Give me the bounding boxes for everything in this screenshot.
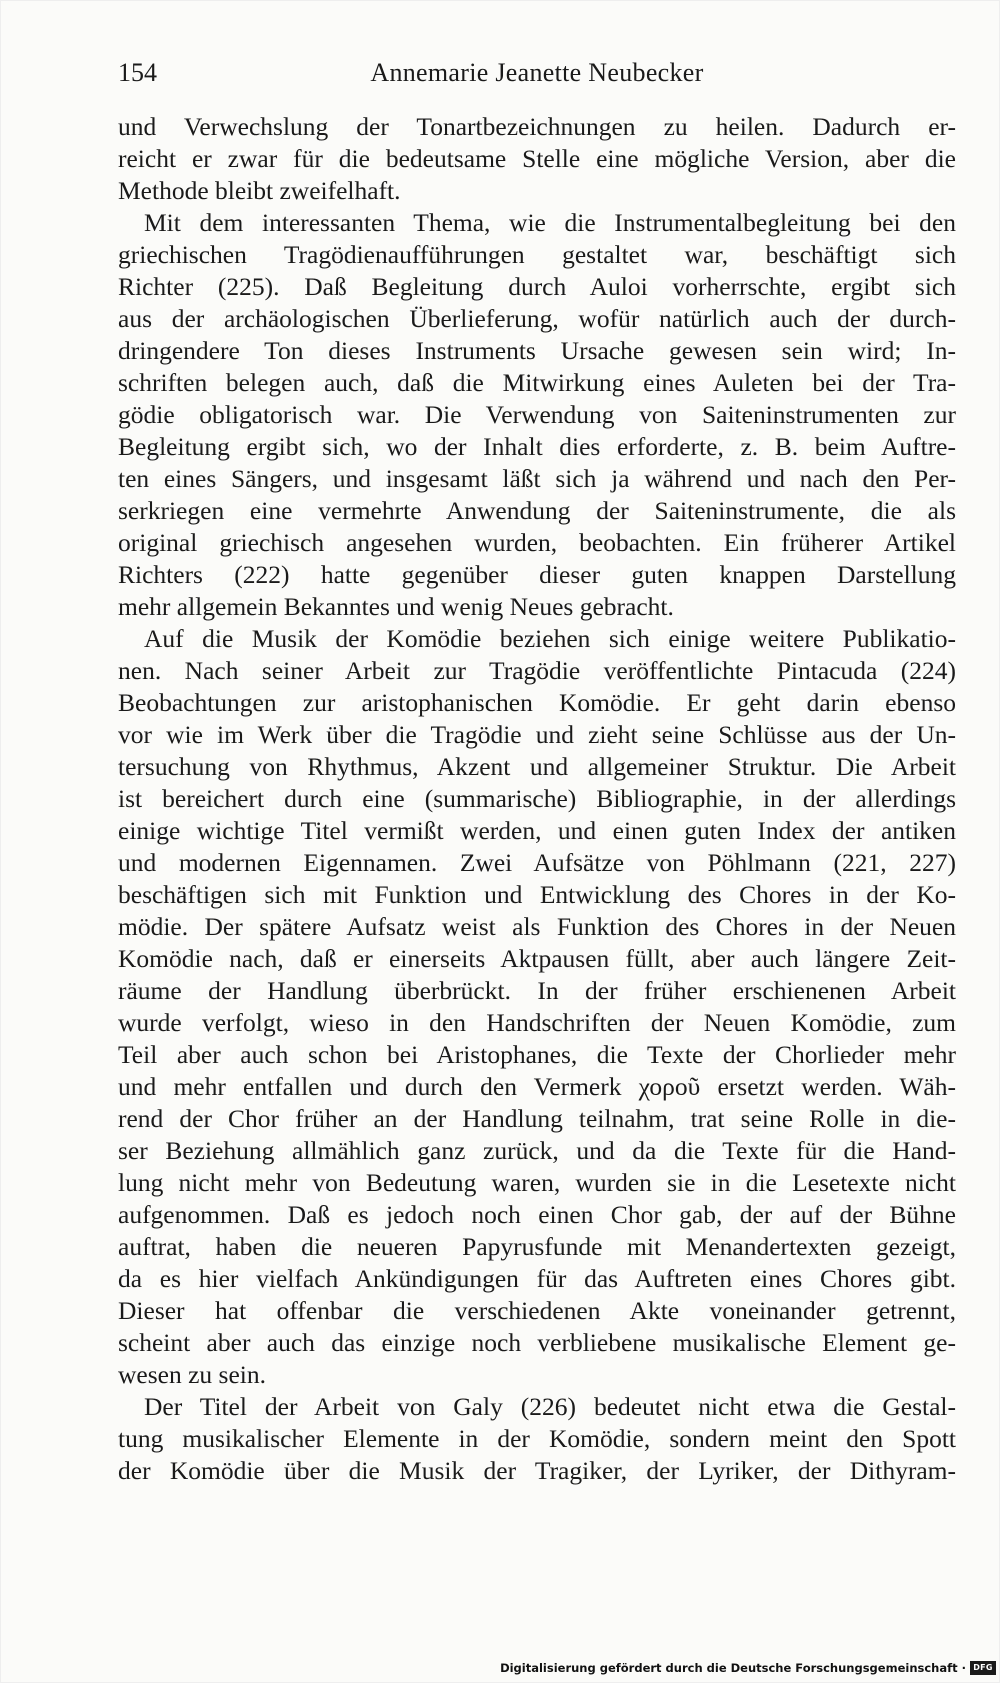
text-line: mehr allgemein Bekanntes und wenig Neues gebracht. <box>118 592 674 621</box>
text-line: rend der Chor früher an der Handlung teilnahm, trat seine Rolle in die- <box>118 1104 956 1133</box>
paragraph <box>118 207 956 623</box>
text-line: auftrat, haben die neueren Papyrusfunde mit Menandertexten gezeigt, <box>118 1232 956 1261</box>
text-line: Methode bleibt zweifelhaft. <box>118 176 401 205</box>
text-line: und mehr entfallen und durch den Vermerk χοροῦ ersetzt werden. Wäh- <box>118 1072 956 1101</box>
text-line: nen. Nach seiner Arbeit zur Tragödie veröffentlichte Pintacuda (224) <box>118 656 956 685</box>
body-text <box>118 111 956 1487</box>
text-line: ser Beziehung allmählich ganz zurück, und da die Texte für die Hand- <box>118 1136 956 1165</box>
text-line: da es hier vielfach Ankündigungen für das Auftreten eines Chores gibt. <box>118 1264 956 1293</box>
digitization-credit <box>500 1659 996 1677</box>
text-line: wesen zu sein. <box>118 1360 266 1389</box>
text-line: Teil aber auch schon bei Aristophanes, die Texte der Chorlieder mehr <box>118 1040 956 1069</box>
text-line: Richters (222) hatte gegenüber dieser guten knappen Darstellung <box>118 560 956 589</box>
text-line: Mit dem interessanten Thema, wie die Instrumentalbegleitung bei den <box>144 208 956 237</box>
paragraph <box>118 1391 956 1487</box>
paragraph <box>118 623 956 1391</box>
text-line: einige wichtige Titel vermißt werden, und einen guten Index der antiken <box>118 816 956 845</box>
text-line: schriften belegen auch, daß die Mitwirkung eines Auleten bei der Tra- <box>118 368 956 397</box>
text-line: und modernen Eigennamen. Zwei Aufsätze von Pöhlmann (221, 227) <box>118 848 956 877</box>
text-line: tersuchung von Rhythmus, Akzent und allgemeiner Struktur. Die Arbeit <box>118 752 956 781</box>
text-line: serkriegen eine vermehrte Anwendung der Saiteninstrumente, die als <box>118 496 956 525</box>
text-line: griechischen Tragödienaufführungen gestaltet war, beschäftigt sich <box>118 240 956 269</box>
running-title: Annemarie Jeanette Neubecker <box>370 58 704 87</box>
paragraph <box>118 111 956 207</box>
text-line: original griechisch angesehen wurden, beobachten. Ein früherer Artikel <box>118 528 956 557</box>
text-line: mödie. Der spätere Aufsatz weist als Funktion des Chores in der Neuen <box>118 912 956 941</box>
text-line: Der Titel der Arbeit von Galy (226) bedeutet nicht etwa die Gestal- <box>144 1392 956 1421</box>
text-line: scheint aber auch das einzige noch verbliebene musikalische Element ge- <box>118 1328 956 1357</box>
text-line: lung nicht mehr von Bedeutung waren, wurden sie in die Lesetexte nicht <box>118 1168 956 1197</box>
running-head <box>118 56 956 90</box>
text-line: aus der archäologischen Überlieferung, wofür natürlich auch der durch- <box>118 304 956 333</box>
text-line: gödie obligatorisch war. Die Verwendung von Saiteninstrumenten zur <box>118 400 956 429</box>
text-line: wurde verfolgt, wieso in den Handschriften der Neuen Komödie, zum <box>118 1008 956 1037</box>
text-line: Auf die Musik der Komödie beziehen sich einige weitere Publikatio- <box>144 624 956 653</box>
text-line: Richter (225). Daß Begleitung durch Auloi vorherrschte, ergibt sich <box>118 272 956 301</box>
text-line: ist bereichert durch eine (summarische) Bibliographie, in der allerdings <box>118 784 956 813</box>
text-line: aufgenommen. Daß es jedoch noch einen Chor gab, der auf der Bühne <box>118 1200 956 1229</box>
text-line: dringendere Ton dieses Instruments Ursache gewesen sein wird; In- <box>118 336 956 365</box>
text-line: der Komödie über die Musik der Tragiker, der Lyriker, der Dithyram- <box>118 1456 956 1485</box>
text-line: beschäftigen sich mit Funktion und Entwicklung des Chores in der Ko- <box>118 880 956 909</box>
text-line: vor wie im Werk über die Tragödie und zieht seine Schlüsse aus der Un- <box>118 720 956 749</box>
text-line: tung musikalischer Elemente in der Komödie, sondern meint den Spott <box>118 1424 956 1453</box>
text-line: ten eines Sängers, und insgesamt läßt sich ja während und nach den Per- <box>118 464 956 493</box>
page-number: 154 <box>118 58 157 87</box>
text-line: reicht er zwar für die bedeutsame Stelle eine mögliche Version, aber die <box>118 144 956 173</box>
credit-text: Digitalisierung gefördert durch die Deutsche Forschungsgemeinschaft · <box>500 1661 966 1675</box>
text-line: Beobachtungen zur aristophanischen Komödie. Er geht darin ebenso <box>118 688 956 717</box>
text-line: Komödie nach, daß er einerseits Aktpausen füllt, aber auch längere Zeit- <box>118 944 956 973</box>
text-line: Dieser hat offenbar die verschiedenen Akte voneinander getrennt, <box>118 1296 956 1325</box>
text-line: Begleitung ergibt sich, wo der Inhalt dies erforderte, z. B. beim Auftre- <box>118 432 956 461</box>
text-line: räume der Handlung überbrückt. In der früher erschienenen Arbeit <box>118 976 956 1005</box>
dfg-logo: DFG <box>970 1661 996 1675</box>
text-line: und Verwechslung der Tonartbezeichnungen zu heilen. Dadurch er- <box>118 112 956 141</box>
